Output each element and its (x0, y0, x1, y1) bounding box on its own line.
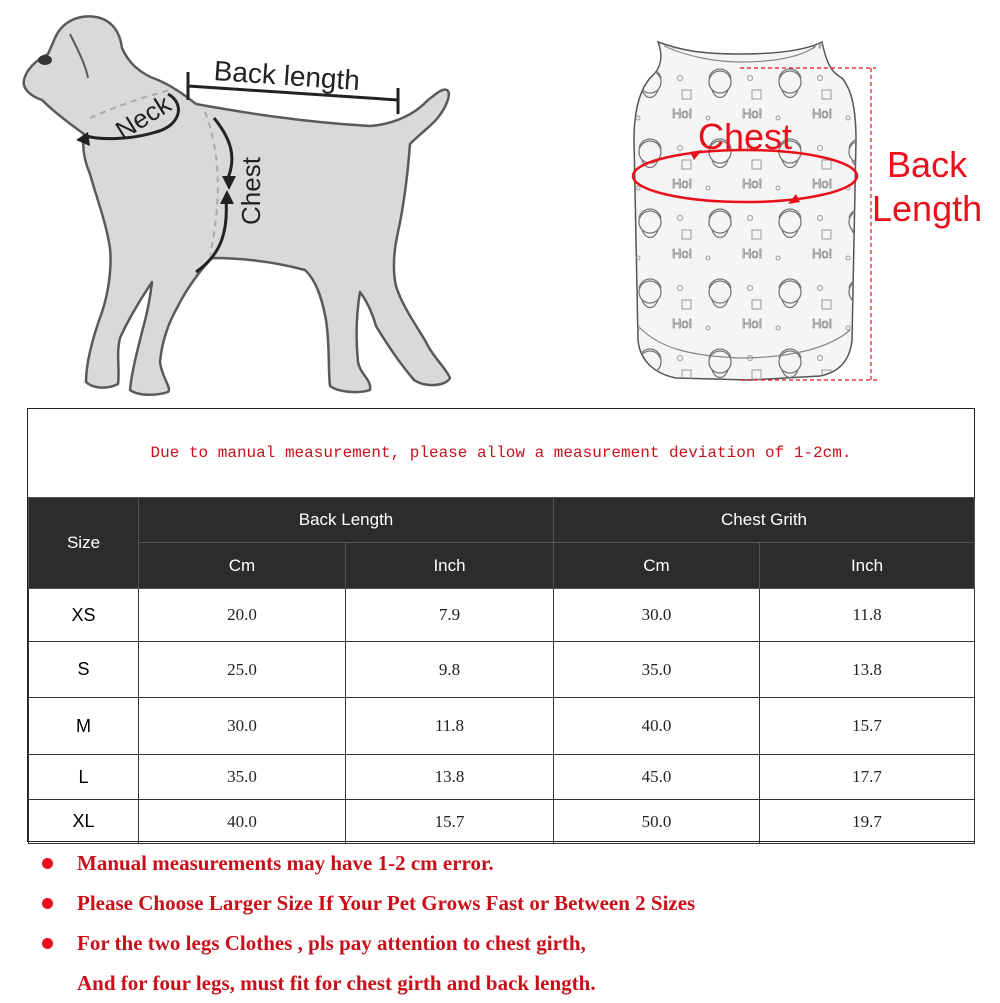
tip-text: Please Choose Larger Size If Your Pet Grows Fast or Between 2 Sizes (77, 891, 696, 915)
size-chart (27, 408, 975, 842)
unit-header: Cm (554, 543, 760, 589)
value-cell: 17.7 (760, 755, 975, 800)
value-cell: 7.9 (346, 589, 554, 642)
tip-text: For the two legs Clothes , pls pay attention to chest girth, (77, 931, 586, 955)
value-cell: 40.0 (139, 800, 346, 844)
value-cell: 45.0 (554, 755, 760, 800)
back-length-line-1: Back (887, 144, 968, 185)
value-cell: 15.7 (760, 698, 975, 755)
back-length-header: Back Length (139, 498, 554, 543)
bullet-dot-icon (42, 858, 53, 869)
bullet-dot-icon (42, 898, 53, 909)
unit-header: Inch (760, 543, 975, 589)
value-cell: 13.8 (346, 755, 554, 800)
unit-header: Cm (139, 543, 346, 589)
size-tips-list (40, 843, 695, 1003)
list-item (40, 883, 695, 923)
table-row (29, 642, 975, 698)
group-header-row (29, 498, 975, 543)
neck-label: Neck (110, 88, 177, 146)
value-cell: 19.7 (760, 800, 975, 844)
unit-header: Inch (346, 543, 554, 589)
chest-girth-header: Chest Grith (554, 498, 975, 543)
size-header: Size (29, 498, 139, 589)
value-cell: 40.0 (554, 698, 760, 755)
value-cell: 11.8 (760, 589, 975, 642)
value-cell: 35.0 (139, 755, 346, 800)
tip-text: Manual measurements may have 1-2 cm error. (77, 851, 494, 875)
value-cell: 25.0 (139, 642, 346, 698)
table-row (29, 755, 975, 800)
list-item (40, 923, 695, 1003)
value-cell: 11.8 (346, 698, 554, 755)
table-row (29, 800, 975, 844)
value-cell: 9.8 (346, 642, 554, 698)
size-table (28, 497, 975, 844)
table-row (29, 589, 975, 642)
value-cell: 13.8 (760, 642, 975, 698)
size-cell: L (29, 755, 139, 800)
size-cell: XL (29, 800, 139, 844)
table-row (29, 698, 975, 755)
list-item (40, 843, 695, 883)
garment-back-length-label (872, 143, 982, 231)
value-cell: 20.0 (139, 589, 346, 642)
garment-chest-label: Chest (698, 116, 793, 157)
value-cell: 35.0 (554, 642, 760, 698)
back-length-line-2: Length (872, 188, 983, 229)
back-length-label: Back length (212, 55, 361, 97)
chest-label: Chest (236, 157, 266, 225)
size-cell: M (29, 698, 139, 755)
size-cell: XS (29, 589, 139, 642)
value-cell: 30.0 (554, 589, 760, 642)
value-cell: 30.0 (139, 698, 346, 755)
value-cell: 15.7 (346, 800, 554, 844)
size-cell: S (29, 642, 139, 698)
value-cell: 50.0 (554, 800, 760, 844)
tip-continuation-text: And for four legs, must fit for chest girth and back length. (77, 971, 596, 995)
measurement-note: Due to manual measurement, please allow a measurement deviation of 1-2cm. (150, 444, 852, 462)
bullet-dot-icon (42, 938, 53, 949)
unit-header-row (29, 543, 975, 589)
